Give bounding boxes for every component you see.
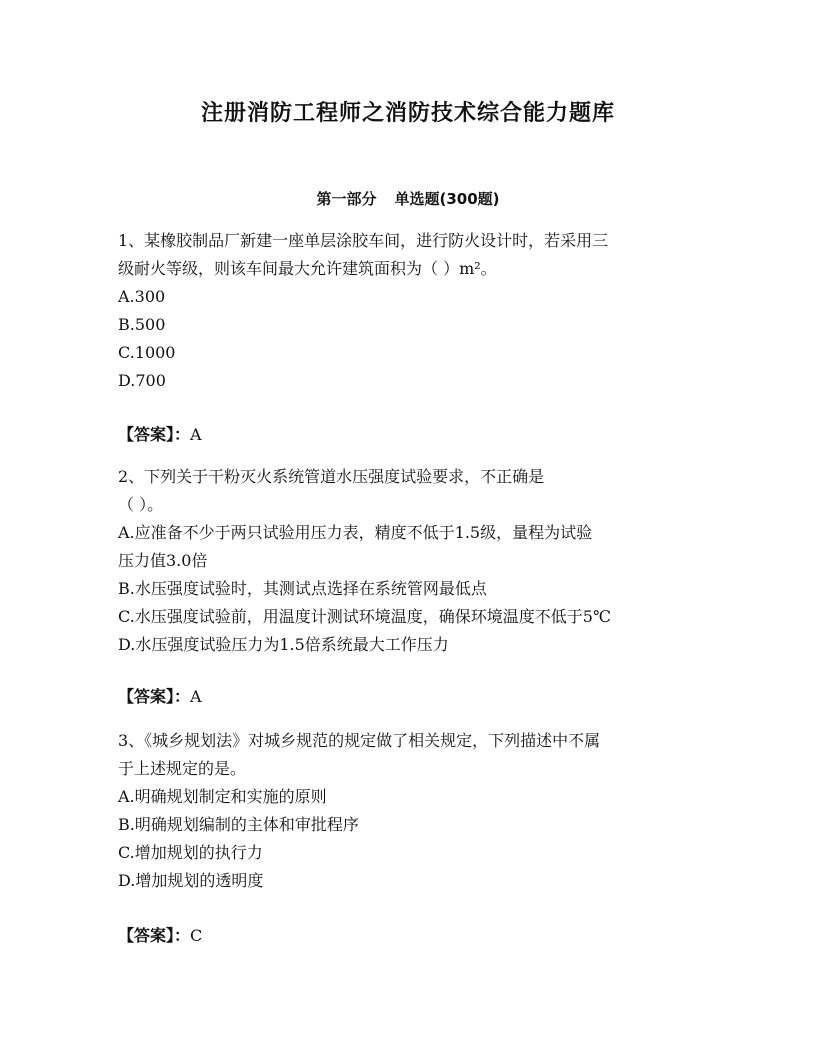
answer-value: C	[190, 926, 203, 945]
option-d: D.水压强度试验压力为1.5倍系统最大工作压力	[118, 635, 449, 654]
option-c: C.水压强度试验前，用温度计测试环境温度，确保环境温度不低于5℃	[118, 607, 611, 626]
option-b: B.500	[118, 315, 166, 334]
section-heading	[0, 188, 816, 209]
answer-label: 【答案】：	[118, 687, 191, 706]
question-1	[118, 227, 703, 395]
question-3	[118, 727, 703, 895]
option-a: A.明确规划制定和实施的原则	[118, 787, 327, 806]
answer-2	[118, 683, 202, 711]
question-stem-line: （ ）。	[118, 495, 164, 514]
option-a-continued: 压力值3.0倍	[118, 551, 208, 570]
question-stem-line: 于上述规定的是。	[118, 759, 247, 778]
answer-value: A	[190, 425, 202, 444]
question-stem-line: 1、某橡胶制品厂新建一座单层涂胶车间，进行防火设计时，若采用三	[118, 231, 609, 250]
question-2	[118, 463, 703, 659]
option-a: A.300	[118, 287, 166, 306]
answer-value: A	[190, 687, 202, 706]
option-b: B.水压强度试验时，其测试点选择在系统管网最低点	[118, 579, 487, 598]
answer-3	[118, 922, 202, 950]
section-part: 第一部分	[316, 190, 377, 208]
option-c: C.1000	[118, 343, 176, 362]
option-d: D.增加规划的透明度	[118, 871, 264, 890]
question-stem-line: 2、下列关于干粉灭火系统管道水压强度试验要求，不正确是	[118, 467, 545, 486]
option-d: D.700	[118, 371, 166, 390]
answer-label: 【答案】：	[118, 926, 191, 945]
answer-1	[118, 421, 202, 449]
question-stem-line: 3、《城乡规划法》对城乡规范的规定做了相关规定，下列描述中不属	[118, 731, 601, 750]
answer-label: 【答案】：	[118, 425, 191, 444]
option-c: C.增加规划的执行力	[118, 843, 263, 862]
document-title: 注册消防工程师之消防技术综合能力题库	[200, 101, 615, 126]
question-stem-line: 级耐火等级，则该车间最大允许建筑面积为（ ）m²。	[118, 259, 497, 278]
option-a: A.应准备不少于两只试验用压力表，精度不低于1.5级，量程为试验	[118, 523, 593, 542]
option-b: B.明确规划编制的主体和审批程序	[118, 815, 359, 834]
section-name: 单选题(300题)	[394, 190, 500, 208]
